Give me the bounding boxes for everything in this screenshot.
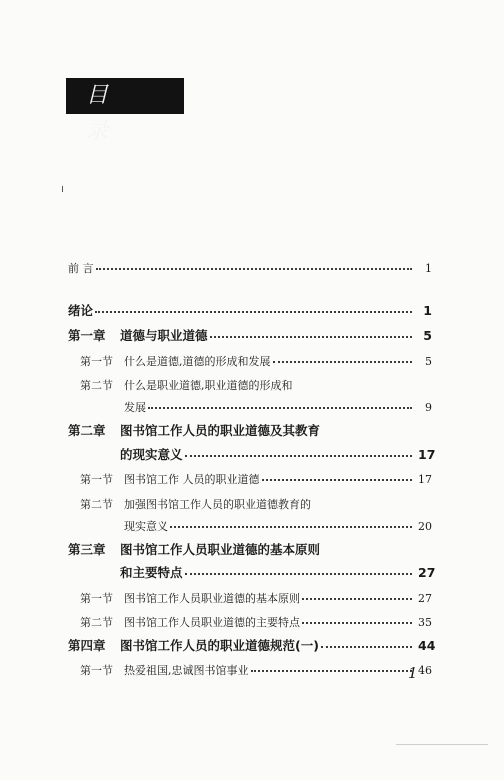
toc-chapter-continuation[interactable] — [120, 557, 436, 580]
chapter-number: 第二章 — [68, 422, 106, 438]
toc-section-continuation[interactable] — [124, 510, 432, 532]
toc-section[interactable] — [80, 606, 432, 628]
toc-page: 1 — [425, 262, 432, 275]
toc-section[interactable] — [80, 369, 432, 391]
toc-section[interactable] — [80, 345, 432, 367]
toc-section[interactable] — [80, 582, 432, 604]
toc-label: 前 言 — [68, 262, 94, 275]
toc-section[interactable] — [80, 463, 432, 485]
toc-page: 20 — [418, 520, 432, 533]
toc-page: 27 — [418, 592, 432, 605]
toc-page: 44 — [418, 637, 436, 653]
toc-page: 5 — [423, 327, 432, 343]
leader-dots — [251, 670, 413, 672]
chapter-number: 第一章 — [68, 327, 106, 343]
leader-dots — [210, 336, 412, 338]
leader-dots — [185, 455, 412, 457]
section-number: 第一节 — [80, 355, 113, 368]
toc-chapter[interactable] — [68, 320, 432, 342]
leader-dots — [262, 479, 413, 481]
toc-chapter[interactable] — [68, 295, 432, 317]
page-number: 1 — [408, 664, 418, 682]
toc-label: 什么是道德,道德的形成和发展 — [124, 355, 271, 368]
toc-label: 和主要特点 — [120, 564, 183, 580]
toc-page: 9 — [425, 401, 432, 414]
scan-mark — [62, 186, 63, 192]
section-number: 第二节 — [80, 616, 113, 629]
leader-dots — [302, 622, 412, 624]
toc-section-continuation[interactable] — [124, 391, 432, 413]
toc-page: 1 — [423, 302, 432, 318]
leader-dots — [302, 598, 412, 600]
toc-label: 图书馆工作人员的职业道德及其教育 — [120, 422, 321, 438]
toc-page: 27 — [418, 564, 436, 580]
leader-dots — [185, 573, 412, 575]
toc-preface[interactable] — [68, 252, 432, 274]
scan-artifact-line — [396, 744, 488, 745]
toc-label: 发展 — [124, 401, 146, 414]
section-number: 第二节 — [80, 379, 113, 392]
page-title: 目 录 — [66, 78, 184, 114]
toc-label: 加强图书馆工作人员的职业道德教育的 — [124, 498, 311, 511]
toc-section[interactable] — [80, 654, 432, 676]
toc-page: 5 — [425, 355, 432, 368]
toc-section[interactable] — [80, 488, 432, 510]
toc-label: 图书馆工作人员职业道德的基本原则 — [120, 541, 321, 557]
toc-chapter[interactable] — [68, 630, 436, 653]
toc-chapter[interactable] — [68, 415, 432, 437]
chapter-number: 第四章 — [68, 637, 106, 653]
toc-chapter-continuation[interactable] — [120, 439, 436, 462]
leader-dots — [273, 361, 413, 363]
toc-label: 图书馆工作人员的职业道德规范(一) — [120, 637, 319, 653]
leader-dots — [95, 311, 412, 313]
toc-label: 道德与职业道德 — [120, 327, 208, 343]
toc-label: 图书馆工作人员职业道德的主要特点 — [124, 616, 300, 629]
toc-page: 17 — [418, 446, 436, 462]
toc-label: 图书馆工作 人员的职业道德 — [124, 473, 260, 486]
section-number: 第一节 — [80, 664, 113, 677]
leader-dots — [148, 407, 412, 409]
chapter-number: 第三章 — [68, 541, 106, 557]
leader-dots — [96, 268, 413, 270]
leader-dots — [170, 526, 412, 528]
toc-label: 的现实意义 — [120, 446, 183, 462]
toc-label: 现实意义 — [124, 520, 168, 533]
toc-page: 46 — [418, 664, 432, 677]
toc-label: 绪论 — [68, 302, 94, 318]
toc-label: 热爱祖国,忠诚图书馆事业 — [124, 664, 249, 677]
toc-page: 17 — [418, 473, 432, 486]
section-number: 第一节 — [80, 473, 113, 486]
toc-label: 什么是职业道德,职业道德的形成和 — [124, 379, 293, 392]
section-number: 第一节 — [80, 592, 113, 605]
section-number: 第二节 — [80, 498, 113, 511]
toc-page: 35 — [418, 616, 432, 629]
toc-chapter[interactable] — [68, 534, 432, 556]
leader-dots — [321, 646, 412, 648]
toc-label: 图书馆工作人员职业道德的基本原则 — [124, 592, 300, 605]
